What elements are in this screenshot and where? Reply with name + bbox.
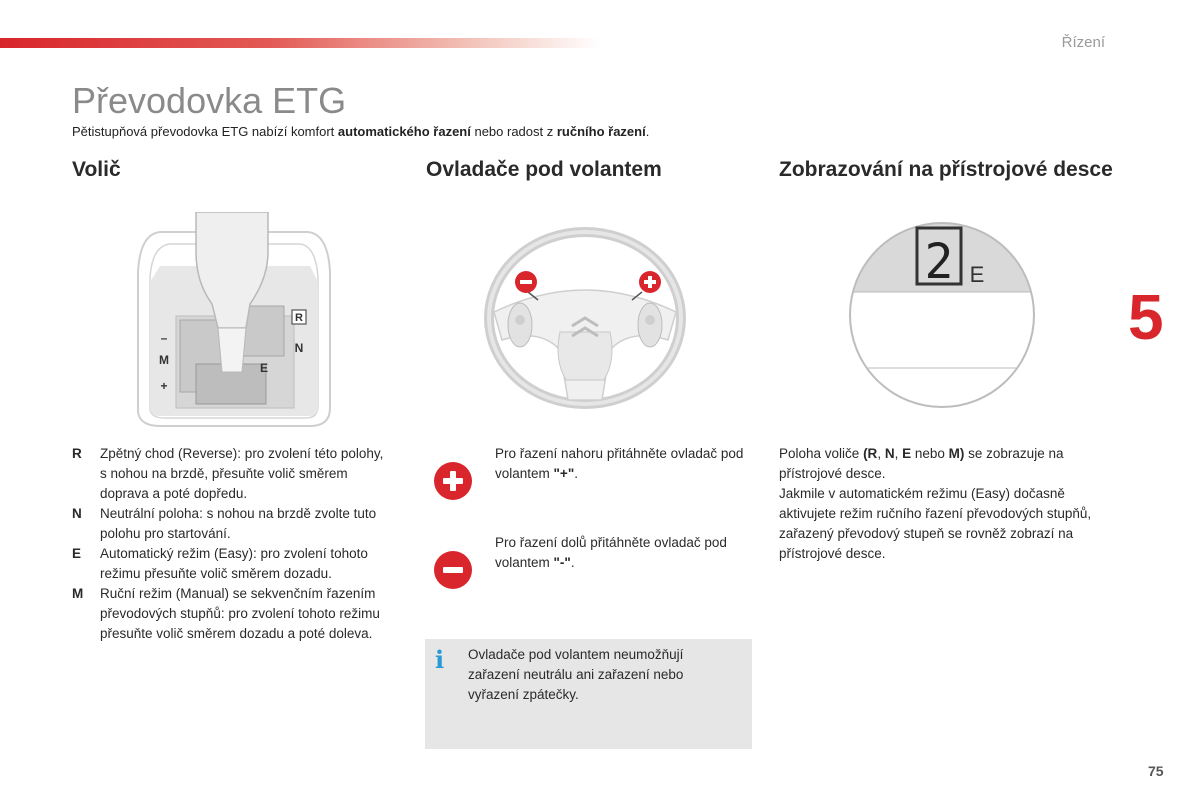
intro-paragraph: Pětistupňová převodovka ETG nabízí komfort automatického řazení nebo radost z ručního řazení. xyxy=(72,124,650,139)
definition-key: R xyxy=(72,446,82,461)
display-heading: Zobrazování na přístrojové desce xyxy=(779,158,1113,181)
definition-text: Zpětný chod (Reverse): pro zvolení této polohy, s nohou na brzdě, přesuňte volič směrem doprava a poté dopředu. xyxy=(100,446,384,501)
gate-label-e: E xyxy=(259,361,269,375)
mode-readout: E xyxy=(969,262,985,287)
instrument-display-illustration xyxy=(835,220,1050,415)
gear-readout: 2 xyxy=(924,234,954,290)
display-paragraph-2: Jakmile v automatickém režimu (Easy) dočasně aktivujete režim ručního řazení převodových stupňů, zařazený převodový stupeň se rovněž zobrazí na přístrojové desce. xyxy=(779,486,1092,561)
paddle-plus-instruction xyxy=(434,444,755,500)
page-number: 75 xyxy=(1148,763,1164,779)
selector-heading: Volič xyxy=(72,158,121,181)
gate-label-minus: – xyxy=(160,331,168,345)
display-paragraph-1: Poloha voliče (R, N, E nebo M) se zobrazuje na přístrojové desce. xyxy=(779,446,1064,481)
info-icon: i xyxy=(435,645,445,674)
steering-wheel-illustration xyxy=(480,220,690,415)
definition-text: Neutrální poloha: s nohou na brzdě zvolte tuto polohu pro startování. xyxy=(100,506,377,541)
gate-label-n: N xyxy=(294,341,304,355)
paddles-heading: Ovladače pod volantem xyxy=(426,158,662,181)
plus-icon xyxy=(434,462,472,500)
display-description xyxy=(779,444,1119,564)
section-name: Řízení xyxy=(1061,34,1105,51)
minus-icon xyxy=(434,551,472,589)
definition-row xyxy=(72,584,392,644)
gate-label-r: R xyxy=(295,312,303,324)
definition-row xyxy=(72,444,392,504)
definition-key: E xyxy=(72,546,82,561)
definition-text: Ruční režim (Manual) se sekvenčním řazením převodových stupňů: pro zvolení tohoto režimu přesuňte volič směrem dozadu a poté doleva. xyxy=(100,586,380,641)
gear-selector-illustration xyxy=(130,212,340,433)
definition-key: M xyxy=(72,586,84,601)
gate-label-plus: + xyxy=(160,379,168,393)
header-accent-bar xyxy=(0,38,600,48)
selector-definitions xyxy=(72,444,392,644)
paddle-minus-instruction xyxy=(434,533,755,589)
paddle-plus-text: Pro řazení nahoru přitáhněte ovladač pod volantem "+". xyxy=(495,446,744,481)
info-note-text: Ovladače pod volantem neumožňují zařazení neutrálu ani zařazení nebo vyřazení zpátečky. xyxy=(468,647,684,702)
definition-row xyxy=(72,504,392,544)
gate-label-m: M xyxy=(159,353,169,367)
definition-row xyxy=(72,544,392,584)
info-note xyxy=(425,639,752,749)
definition-text: Automatický režim (Easy): pro zvolení tohoto režimu přesuňte volič směrem dozadu. xyxy=(100,546,368,581)
paddle-minus-text: Pro řazení dolů přitáhněte ovladač pod volantem "-". xyxy=(495,535,727,570)
definition-key: N xyxy=(72,506,82,521)
page-title: Převodovka ETG xyxy=(72,80,347,121)
chapter-number: 5 xyxy=(1128,281,1164,353)
